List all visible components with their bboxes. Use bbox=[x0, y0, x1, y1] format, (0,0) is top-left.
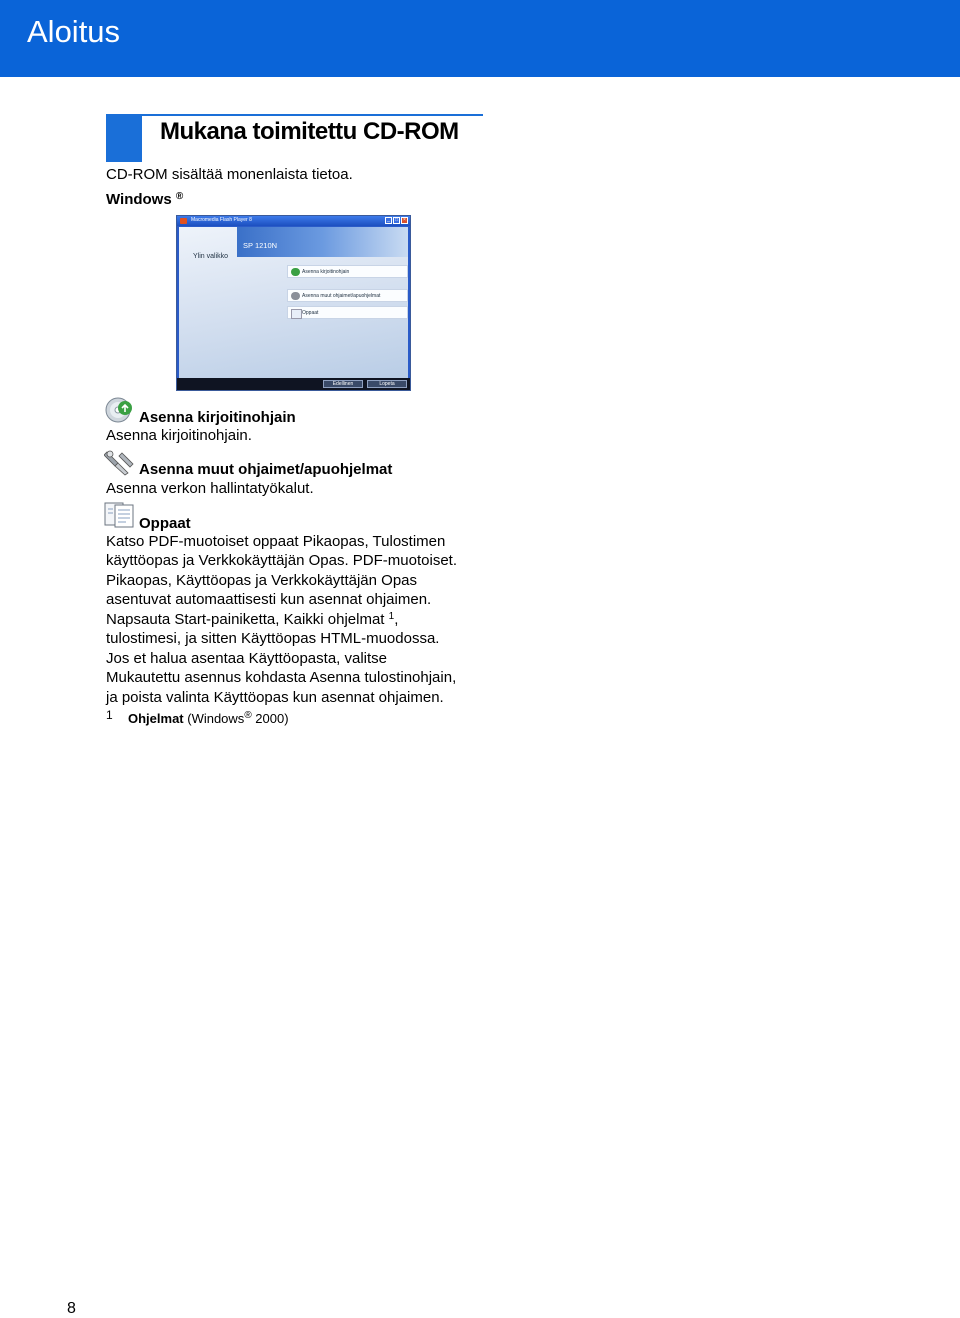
footnote-bold: Ohjelmat bbox=[128, 711, 184, 726]
installer-screenshot bbox=[176, 215, 411, 391]
feature-desc-tools: Asenna verkon hallintatyökalut. bbox=[106, 480, 314, 497]
footnote-rest-close: 2000) bbox=[251, 711, 289, 726]
feature-title-driver: Asenna kirjoitinohjain bbox=[139, 409, 296, 426]
back-button: Edellinen bbox=[323, 380, 363, 388]
manuals-line-2: käyttöopas ja Verkkokäyttäjän Opas. PDF-muotoiset. bbox=[106, 552, 457, 569]
section-rule bbox=[106, 114, 483, 116]
manuals-line-1: Katso PDF-muotoiset oppaat Pikaopas, Tulostimen bbox=[106, 533, 446, 550]
manuals-line-7: Jos et halua asentaa Käyttöopasta, valitse bbox=[106, 650, 388, 667]
header-bar bbox=[0, 0, 960, 77]
menu-item-label: Oppaat bbox=[302, 310, 319, 316]
tools-icon bbox=[104, 448, 136, 476]
footnote-ref: 1 bbox=[388, 611, 395, 622]
section-title: Mukana toimitettu CD-ROM bbox=[160, 118, 459, 145]
cd-install-icon bbox=[104, 396, 136, 424]
menu-item-install-driver bbox=[287, 265, 408, 278]
manuals-line-5-suffix: , bbox=[394, 611, 399, 628]
minimize-icon: _ bbox=[385, 217, 392, 224]
footnote-number: 1 bbox=[106, 708, 113, 722]
header-title: Aloitus bbox=[27, 14, 121, 49]
cd-install-icon bbox=[291, 268, 300, 276]
feature-title-manuals: Oppaat bbox=[139, 515, 191, 532]
manuals-line-3: Pikaopas, Käyttöopas ja Verkkokäyttäjän Opas bbox=[106, 572, 418, 589]
platform-name: Windows bbox=[106, 191, 172, 208]
window-title: Macromedia Flash Player 8 bbox=[191, 217, 252, 223]
feature-title-tools: Asenna muut ohjaimet/apuohjelmat bbox=[139, 461, 393, 478]
page-number: 8 bbox=[67, 1300, 76, 1317]
manuals-line-8: Mukautettu asennus kohdasta Asenna tulostinohjain, bbox=[106, 669, 457, 686]
intro-text: CD-ROM sisältää monenlaista tietoa. bbox=[106, 166, 353, 183]
product-name: SP 1210N bbox=[243, 241, 278, 250]
window-titlebar bbox=[177, 216, 410, 226]
menu-item-label: Asenna muut ohjaimet/apuohjelmat bbox=[302, 293, 381, 299]
manuals-line-5-text: Napsauta Start-painiketta, Kaikki ohjelmat bbox=[106, 611, 385, 628]
close-icon: × bbox=[401, 217, 408, 224]
tools-icon bbox=[291, 292, 300, 300]
footnote-text bbox=[128, 709, 289, 729]
maximize-icon: □ bbox=[394, 217, 399, 223]
quit-button: Lopeta bbox=[367, 380, 407, 388]
window-bottom-bar bbox=[177, 378, 410, 390]
menu-item-manuals bbox=[287, 306, 408, 319]
manuals-line-4: asentuvat automaattisesti kun asennat ohjaimen. bbox=[106, 591, 432, 608]
window-client bbox=[179, 227, 408, 378]
documents-icon bbox=[104, 501, 136, 529]
flash-player-icon bbox=[180, 218, 187, 224]
menu-item-label: Asenna kirjoitinohjain bbox=[302, 269, 350, 275]
manuals-line-6: tulostimesi, ja sitten Käyttöopas HTML-muodossa. bbox=[106, 630, 440, 647]
reg-mark: ® bbox=[175, 191, 184, 202]
footnote-reg: ® bbox=[244, 710, 252, 721]
manuals-line-5 bbox=[106, 610, 398, 630]
top-menu-label: Ylin valikko bbox=[193, 253, 229, 260]
documents-icon bbox=[291, 309, 302, 319]
platform-label bbox=[106, 190, 183, 210]
menu-item-install-tools bbox=[287, 289, 408, 302]
footnote-rest-open: (Windows bbox=[183, 711, 245, 726]
section-marker bbox=[106, 116, 142, 162]
manuals-line-9: ja poista valinta Käyttöopas kun asennat ohjaimen. bbox=[106, 689, 444, 706]
feature-desc-driver: Asenna kirjoitinohjain. bbox=[106, 427, 252, 444]
